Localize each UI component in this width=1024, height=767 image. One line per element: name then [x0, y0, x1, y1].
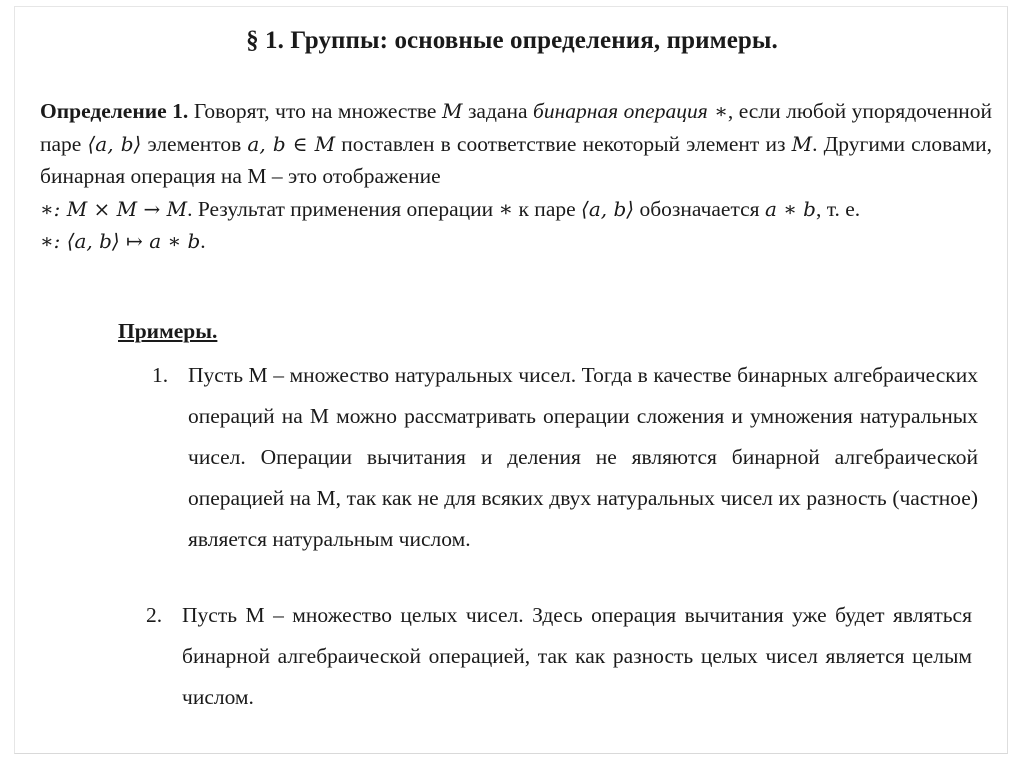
- example-item-1: [152, 355, 978, 560]
- example-number: 1.: [152, 363, 169, 387]
- definition-text-8: обозначается: [634, 196, 765, 221]
- math-elements: a, b ∈ M: [247, 131, 336, 156]
- math-star: ∗: [707, 99, 728, 123]
- definition-lead: Определение 1.: [40, 99, 189, 123]
- definition-text-3: , если любой упорядоченной паре: [40, 99, 992, 156]
- definition-term: бинарная операция: [533, 99, 708, 123]
- definition-text-1: Говорят, что на множестве: [188, 99, 442, 123]
- definition-text-4: элементов: [141, 131, 248, 156]
- definition-paragraph: [40, 95, 992, 258]
- example-text: Пусть М – множество натуральных чисел. Тогда в качестве бинарных алгебраических операций на М можно рассматривать операции сложения и умножения натуральных чисел. Операции вычитания и деления не являются бинарной алгебраической операцией на М, так как не для всяких двух натуральных чисел их разность (частное) является натуральным числом.: [188, 363, 978, 551]
- math-a-star-b: a ∗ b: [764, 196, 816, 221]
- example-text: Пусть М – множество целых чисел. Здесь операция вычитания уже будет являться бинарной алгебраической операцией, так как разность целых чисел является целым числом.: [182, 603, 972, 709]
- math-mapping: ∗: M × M → M: [40, 196, 188, 221]
- definition-text-5: поставлен в соответствие некоторый элемент из: [335, 131, 792, 156]
- definition-text-6: . Другими словами, бинарная операция на М – это отображение: [40, 131, 993, 188]
- math-M: M: [441, 99, 463, 123]
- math-pair: ⟨a, b⟩: [87, 131, 142, 156]
- page-title: § 1. Группы: основные определения, примеры.: [246, 27, 778, 54]
- example-item-2: [146, 595, 972, 718]
- definition-text-7: . Результат применения операции ∗ к паре: [187, 196, 582, 221]
- math-pair-2: ⟨a, b⟩: [581, 196, 635, 221]
- definition-text-2: задана: [462, 99, 534, 123]
- math-formula: ∗: ⟨a, b⟩ ↦ a ∗ b: [40, 229, 201, 253]
- example-number: 2.: [146, 603, 163, 627]
- definition-text-10: .: [200, 229, 206, 253]
- examples-heading: Примеры.: [118, 319, 218, 343]
- definition-text-9: , т. е.: [815, 196, 861, 221]
- math-M-2: M: [791, 131, 813, 156]
